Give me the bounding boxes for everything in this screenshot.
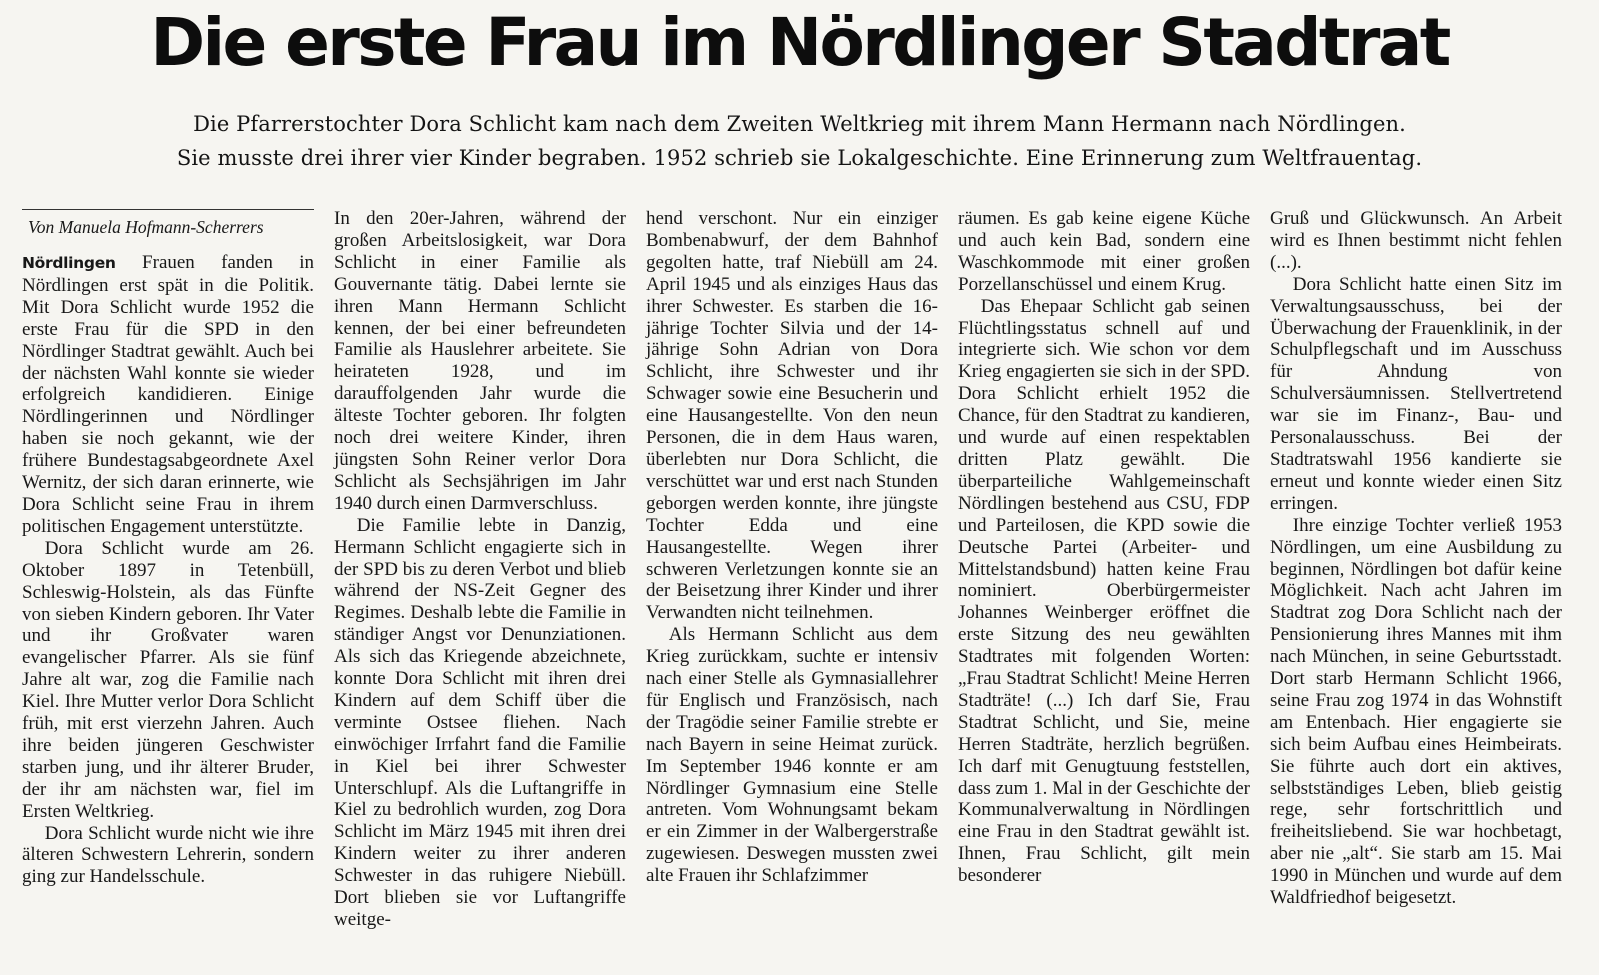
- article-subhead-line-2: Sie musste drei ihrer vier Kinder begraben. 1952 schrieb sie Lokalgeschichte. Eine Erinnerung zum Weltfrauentag.: [176, 146, 1423, 170]
- article-dateline: Nördlingen: [22, 254, 116, 272]
- column-2-paragraph-1: In den 20er-Jahren, während der großen Arbeitslosigkeit, war Dora Schlicht in einer Familie als Gouvernante tätig. Dabei lernte sie ihren Mann Hermann Schlicht kennen, der bei einer befreundeten Familie als Hauslehrer arbeitete. Sie heirateten 1928, und im darauffolgenden Jahr wurde die älteste Tochter geboren. Ihr folgten noch drei weitere Kinder, ihren jüngsten Sohn Reiner verlor Dora Schlicht als Sechsjährigen im Jahr 1940 durch einen Darmverschluss.: [334, 208, 626, 514]
- article-headline: Die erste Frau im Nördlinger Stadtrat: [150, 4, 1449, 81]
- article-subhead-line-1: Die Pfarrerstochter Dora Schlicht kam nach dem Zweiten Weltkrieg mit ihrem Mann Hermann nach Nördlingen.: [193, 112, 1406, 136]
- byline-rule: [22, 209, 314, 210]
- column-5-paragraph-1: Gruß und Glückwunsch. An Arbeit wird es Ihnen bestimmt nicht fehlen (...).: [1270, 208, 1562, 273]
- article-column-4: [958, 208, 1250, 887]
- column-1-paragraph-1: [22, 252, 314, 538]
- column-2-paragraph-2: Die Familie lebte in Danzig, Hermann Schlicht engagierte sich in der SPD bis zu deren Verbot und blieb während der NS-Zeit Gegner des Regimes. Deshalb lebte die Familie in ständiger Angst vor Denunziationen. Als sich das Kriegende abzeichnete, konnte Dora Schlicht mit ihren drei Kindern auf dem Schiff über die verminte Ostsee fliehen. Nach einwöchiger Irrfahrt fand die Familie in Kiel bei ihrer Schwester Unterschlupf. Als die Luftangriffe in Kiel zu bedrohlich wurden, zog Dora Schlicht im März 1945 mit ihren drei Kindern weiter zu ihrer anderen Schwester in das ruhigere Niebüll. Dort blieben sie vor Luftangriffe weitge-: [334, 514, 626, 930]
- column-4-paragraph-1: räumen. Es gab keine eigene Küche und auch kein Bad, sondern eine Waschkommode mit einer großen Porzellanschüssel und einem Krug.: [958, 208, 1250, 295]
- article-column-1: [22, 216, 314, 888]
- column-1-paragraph-2: Dora Schlicht wurde am 26. Oktober 1897 in Tetenbüll, Schleswig-Holstein, als das Fünfte von sieben Kindern geboren. Ihr Vater und ihr Großvater waren evangelischer Pfarrer. Als sie fünf Jahre alt war, zog die Familie nach Kiel. Ihre Mutter verlor Dora Schlicht früh, mit erst vierzehn Jahren. Auch ihre beiden jüngeren Geschwister starben jung, und ihr älterer Bruder, der ihr am nächsten war, fiel im Ersten Weltkrieg.: [22, 537, 314, 822]
- column-5-paragraph-2: Dora Schlicht hatte einen Sitz im Verwaltungsausschuss, bei der Überwachung der Frauenklinik, in der Schulpflegschaft und im Ausschuss für Ahndung von Schulversäumnissen. Stellvertretend war sie im Finanz-, Bau- und Personalausschuss. Bei der Stadtratswahl 1956 kandierte sie erneut und konnte wieder einen Sitz erringen.: [1270, 273, 1562, 514]
- article-column-2: [334, 208, 626, 931]
- article-column-3: [646, 208, 938, 887]
- article-column-5: [1270, 208, 1562, 909]
- column-4-paragraph-2: Das Ehepaar Schlicht gab seinen Flüchtlingsstatus schnell auf und integrierte sich. Wie schon vor dem Krieg engagierten sie sich in der SPD. Dora Schlicht erhielt 1952 die Chance, für den Stadtrat zu kandieren, und wurde auf einen respektablen dritten Platz gewählt. Die überparteiliche Wahlgemeinschaft Nördlingen bestehend aus CSU, FDP und Parteilosen, die KPD sowie die Deutsche Partei (Arbeiter- und Mittelstandsbund) hatten keine Frau nominiert. Oberbürgermeister Johannes Weinberger eröffnet die erste Sitzung des neu gewählten Stadtrates mit folgenden Worten: „Frau Stadtrat Schlicht! Meine Herren Stadträte! (...) Ich darf Sie, Frau Stadtrat Schlicht, und Sie, meine Herren Stadträte, herzlich begrüßen. Ich darf mit Genugtuung feststellen, dass zum 1. Mal in der Geschichte der Kommunalverwaltung in Nördlingen eine Frau in den Stadtrat gewählt ist. Ihnen, Frau Schlicht, gilt mein besonderer: [958, 295, 1250, 887]
- article-byline: Von Manuela Hofmann-Scherrers: [28, 217, 264, 237]
- column-1-paragraph-3: Dora Schlicht wurde nicht wie ihre älteren Schwestern Lehrerin, sondern ging zur Handelsschule.: [22, 822, 314, 888]
- column-3-paragraph-2: Als Hermann Schlicht aus dem Krieg zurückkam, suchte er intensiv nach einer Stelle als Gymnasiallehrer für Englisch und Französisch, nach der Tragödie seiner Familie strebte er nach Bayern in seine Heimat zurück. Im September 1946 konnte er am Nördlinger Gymnasium eine Stelle antreten. Vom Wohnungsamt bekam er ein Zimmer in der Walbergerstraße zugewiesen. Deswegen mussten zwei alte Frauen ihr Schlafzimmer: [646, 624, 938, 887]
- column-1-paragraph-1-text: Frauen fanden in Nördlingen erst spät in die Politik. Mit Dora Schlicht wurde 1952 die erste Frau für die SPD in den Nördlinger Stadtrat gewählt. Auch bei der nächsten Wahl konnte sie wieder erfolgreich kandidieren. Einige Nördlingerinnen und Nördlinger haben sie noch gekannt, wie der frühere Bundestagsabgeordnete Axel Wernitz, der sich daran erinnerte, wie Dora Schlicht seine Frau in ihrem politischen Engagement unterstützte.: [22, 252, 315, 537]
- column-3-paragraph-1: hend verschont. Nur ein einziger Bombenabwurf, der dem Bahnhof gegolten hatte, traf Niebüll am 24. April 1945 und als einziges Haus das ihrer Schwester. Es starben die 16-jährige Tochter Silvia und der 14-jährige Sohn Adrian von Dora Schlicht, ihre Schwester und ihr Schwager sowie eine Besucherin und eine Hausangestellte. Von den neun Personen, die in dem Haus waren, überlebten nur Dora Schlicht, die verschüttet war und erst nach Stunden geborgen werden konnte, ihre jüngste Tochter Edda und eine Hausangestellte. Wegen ihrer schweren Verletzungen konnte sie an der Beisetzung ihrer Kinder und ihrer Verwandten nicht teilnehmen.: [646, 208, 938, 624]
- column-5-paragraph-3: Ihre einzige Tochter verließ 1953 Nördlingen, um eine Ausbildung zu beginnen, Nördlingen bot dafür keine Möglichkeit. Nach acht Jahren im Stadtrat zog Dora Schlicht nach der Pensionierung ihres Mannes mit ihm nach München, in seine Geburtsstadt. Dort starb Hermann Schlicht 1966, seine Frau zog 1974 in das Wohnstift am Entenbach. Hier engagierte sie sich beim Aufbau eines Heimbeirats. Sie führte auch dort ein aktives, selbstständiges Leben, blieb geistig rege, sehr fortschrittlich und freiheitsliebend. Sie war hochbetagt, aber nie „alt“. Sie starb am 15. Mai 1990 in München und wurde auf dem Waldfriedhof beigesetzt.: [1270, 514, 1562, 909]
